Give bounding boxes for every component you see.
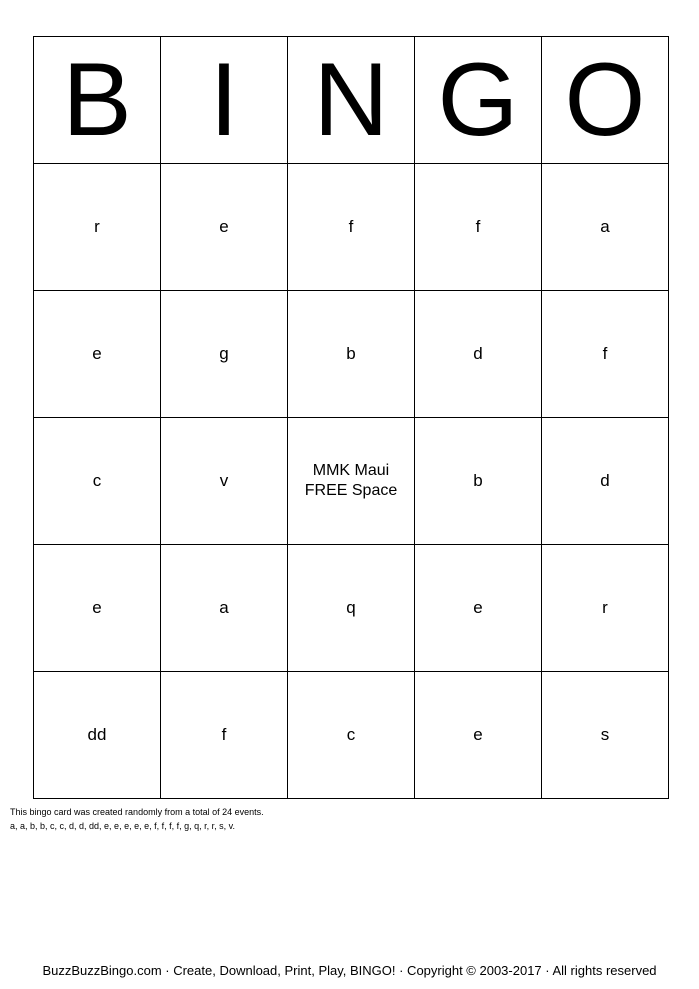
bingo-cell: e (161, 164, 288, 291)
bingo-cell: dd (34, 672, 161, 799)
bingo-cell: s (542, 672, 669, 799)
bingo-cell: d (542, 418, 669, 545)
bingo-cell: q (288, 545, 415, 672)
bingo-cell: f (542, 291, 669, 418)
bingo-cell: g (161, 291, 288, 418)
bingo-cell: f (288, 164, 415, 291)
bingo-cell: a (161, 545, 288, 672)
bingo-cell: r (34, 164, 161, 291)
bingo-row (34, 164, 669, 291)
bingo-cell: v (161, 418, 288, 545)
bingo-cell: b (415, 418, 542, 545)
bingo-cell: f (161, 672, 288, 799)
bingo-header-o: O (542, 37, 669, 164)
bingo-card (33, 36, 669, 799)
bingo-header-i: I (161, 37, 288, 164)
bingo-cell: b (288, 291, 415, 418)
bingo-cell: c (34, 418, 161, 545)
bingo-row (34, 672, 669, 799)
bingo-row (34, 291, 669, 418)
free-space-cell: MMK Maui FREE Space (288, 418, 415, 545)
bingo-cell: f (415, 164, 542, 291)
bingo-header-row (34, 37, 669, 164)
bingo-cell: a (542, 164, 669, 291)
bingo-row (34, 545, 669, 672)
bingo-cell: r (542, 545, 669, 672)
event-list: a, a, b, b, c, c, d, d, dd, e, e, e, e, e, f, f, f, f, g, q, r, r, s, v. (10, 821, 235, 831)
bingo-header-b: B (34, 37, 161, 164)
bingo-cell: e (415, 545, 542, 672)
footer-copyright: BuzzBuzzBingo.com · Create, Download, Print, Play, BINGO! · Copyright © 2003-2017 · All rights reserved (42, 963, 657, 978)
bingo-row (34, 418, 669, 545)
bingo-cell: c (288, 672, 415, 799)
bingo-cell: e (34, 545, 161, 672)
bingo-cell: e (34, 291, 161, 418)
bingo-header-n: N (288, 37, 415, 164)
bingo-header-g: G (415, 37, 542, 164)
card-creation-note: This bingo card was created randomly from a total of 24 events. (10, 807, 264, 817)
bingo-cell: e (415, 672, 542, 799)
bingo-cell: d (415, 291, 542, 418)
